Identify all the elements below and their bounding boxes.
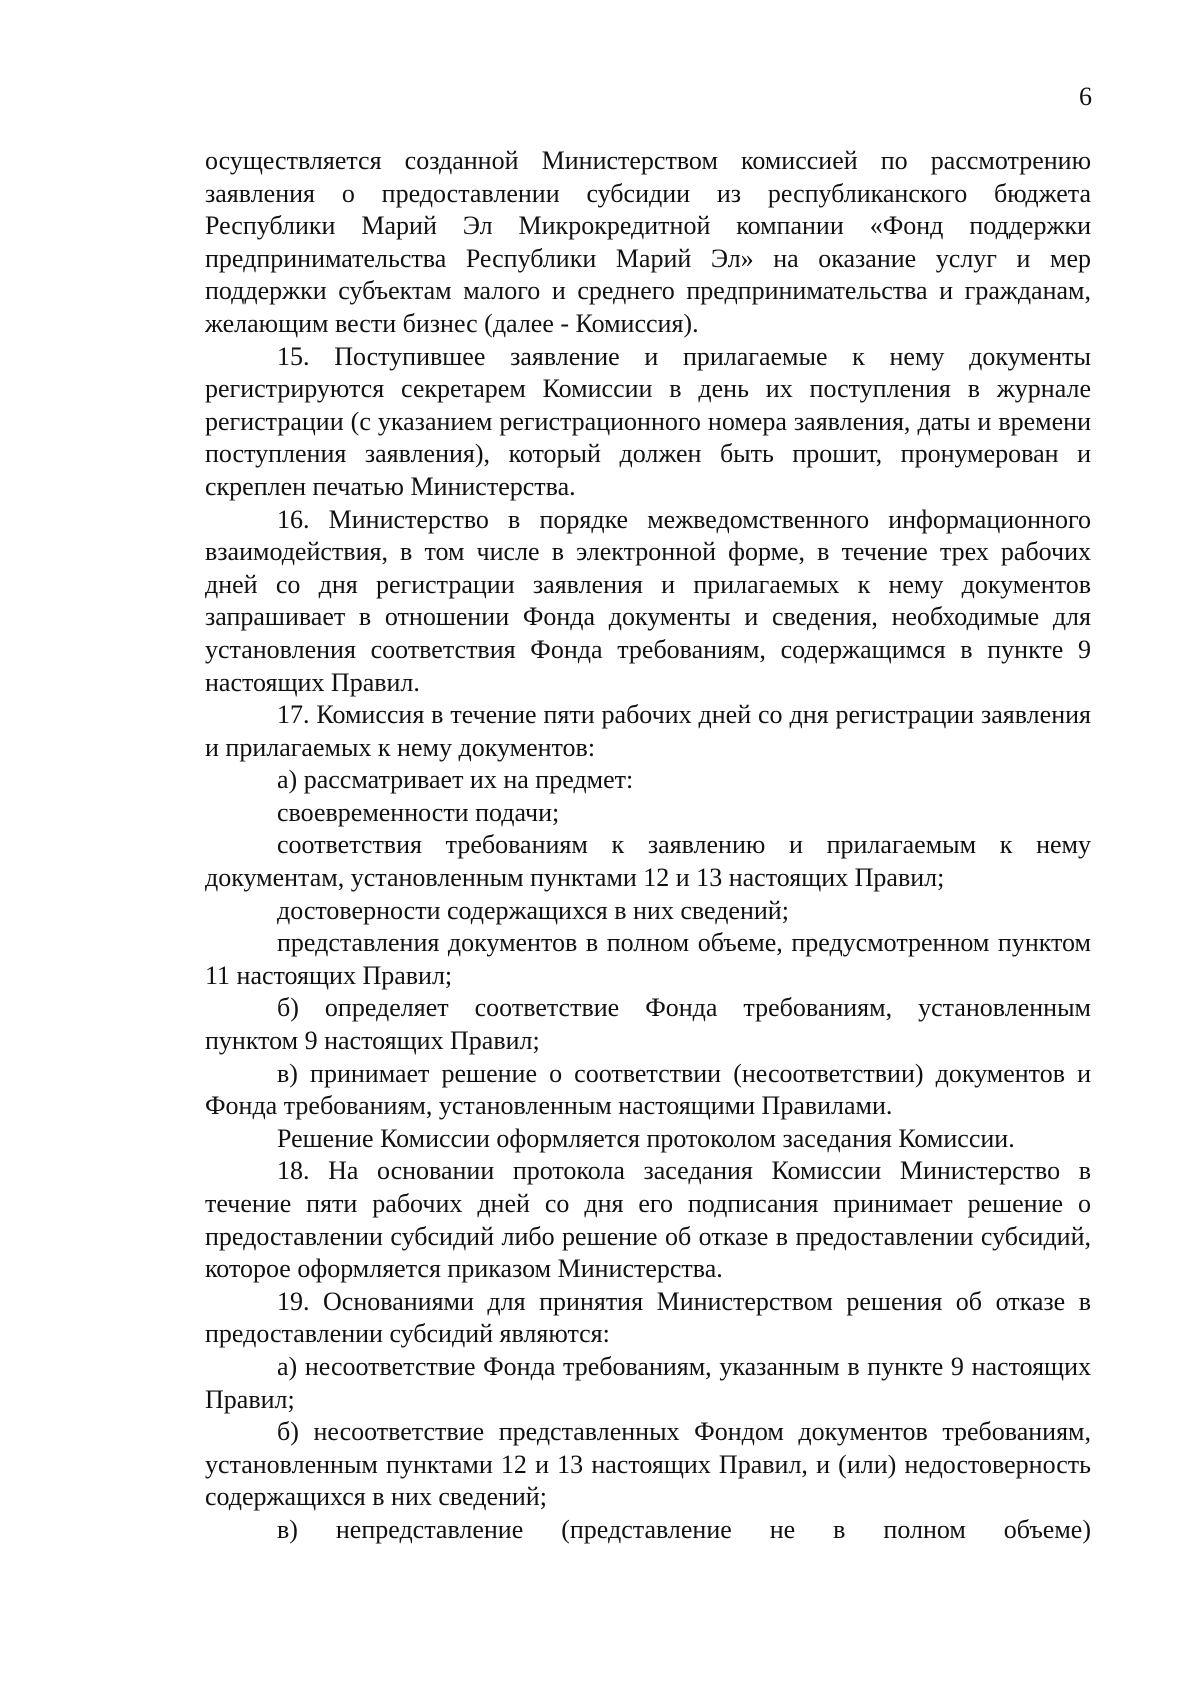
paragraph: б) несоответствие представленных Фондом документов требованиям, установленным пунктами 12 и 13 настоящих Правил, и (или) недостоверность содержащихся в них сведений; — [205, 1417, 1091, 1512]
paragraph: 19. Основаниями для принятия Министерством решения об отказе в предоставлении субсидий являются: — [205, 1286, 1091, 1349]
page-number: 6 — [1079, 82, 1092, 111]
paragraph: 16. Министерство в порядке межведомственного информационного взаимодействия, в том числе в электронной форме, в течение трех рабочих дней со дня регистрации заявления и прилагаемых к нему документов запрашивает в отношении Фонда документы и сведения, необходимые для установления соответствия Фонда требованиям, содержащимся в пункте 9 настоящих Правил. — [205, 504, 1091, 697]
paragraph: соответствия требованиям к заявлению и прилагаемым к нему документам, установленным пунктами 12 и 13 настоящих Правил; — [205, 830, 1091, 893]
paragraph: достоверности содержащихся в них сведений; — [277, 895, 789, 925]
paragraph: представления документов в полном объеме, предусмотренном пунктом 11 настоящих Правил; — [205, 928, 1091, 990]
paragraph: Решение Комиссии оформляется протоколом заседания Комиссии. — [277, 1123, 1015, 1153]
document-body — [205, 145, 1091, 1547]
paragraph: 18. На основании протокола заседания Комиссии Министерство в течение пяти рабочих дней со дня его подписания принимает решение о предоставлении субсидий либо решение об отказе в предоставлении субсидий, которое оформляется приказом Министерства. — [205, 1156, 1091, 1284]
paragraph: осуществляется созданной Министерством комиссией по рассмотрению заявления о предоставлении субсидии из республиканского бюджета Республики Марий Эл Микрокредитной компании «Фонд поддержки предпринимательства Республики Марий Эл» на оказание услуг и мер поддержки субъектам малого и среднего предпринимательства и гражданам, желающим вести бизнес (далее - Комиссия). — [205, 146, 1091, 338]
paragraph: 17. Комиссия в течение пяти рабочих дней со дня регистрации заявления и прилагаемых к нему документов: — [205, 700, 1091, 762]
paragraph: 15. Поступившее заявление и прилагаемые к нему документы регистрируются секретарем Комиссии в день их поступления в журнале регистрации (с указанием регистрационного номера заявления, даты и времени поступления заявления), который должен быть прошит, пронумерован и скреплен печатью Министерства. — [205, 341, 1091, 501]
paragraph: своевременности подачи; — [277, 797, 560, 827]
paragraph: а) несоответствие Фонда требованиям, указанным в пункте 9 настоящих Правил; — [205, 1351, 1091, 1414]
paragraph: а) рассматривает их на предмет: — [277, 765, 634, 795]
paragraph: в) принимает решение о соответствии (несоответствии) документов и Фонда требованиям, установленным настоящими Правилами. — [205, 1058, 1091, 1121]
paragraph: в) непредставление (представление не в полном объеме) — [277, 1514, 1091, 1544]
paragraph: б) определяет соответствие Фонда требованиям, установленным пунктом 9 настоящих Правил; — [205, 993, 1091, 1056]
